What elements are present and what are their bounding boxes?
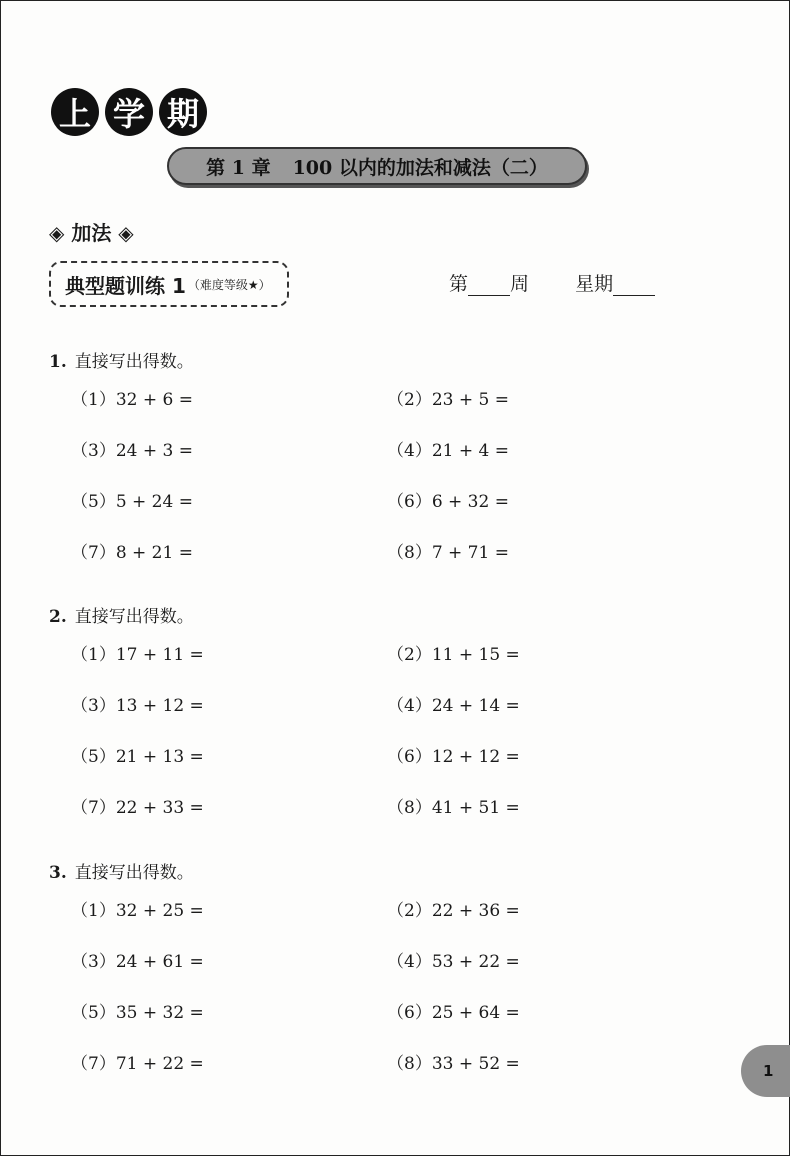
semester-title bbox=[51, 88, 207, 136]
question-number: 1. bbox=[49, 352, 67, 372]
problem-item: （6）12 + 12 = bbox=[387, 747, 520, 767]
problem-item: （5）35 + 32 = bbox=[71, 1003, 204, 1023]
question-text: 直接写出得数。 bbox=[74, 863, 194, 883]
chapter-title: 100 以内的加法和减法（二） bbox=[292, 156, 548, 179]
problem-item: （8）41 + 51 = bbox=[387, 798, 520, 818]
problem-item: （6）6 + 32 = bbox=[387, 492, 509, 512]
week-prefix: 第 bbox=[449, 273, 469, 295]
problem-item: （4）24 + 14 = bbox=[387, 696, 520, 716]
problem-item: （1）32 + 25 = bbox=[71, 901, 204, 921]
weekday-blank[interactable] bbox=[613, 273, 655, 296]
week-blank[interactable] bbox=[468, 273, 510, 296]
problem-item: （7）71 + 22 = bbox=[71, 1054, 204, 1074]
problem-item: （2）23 + 5 = bbox=[387, 390, 509, 410]
semester-char-1: 上 bbox=[51, 88, 99, 136]
chapter-banner bbox=[167, 147, 587, 185]
problem-item: （7）22 + 33 = bbox=[71, 798, 204, 818]
problem-item: （6）25 + 64 = bbox=[387, 1003, 520, 1023]
problem-item: （8）7 + 71 = bbox=[387, 543, 509, 563]
semester-char-2: 学 bbox=[105, 88, 153, 136]
question-2-title bbox=[49, 602, 194, 627]
problem-item: （4）53 + 22 = bbox=[387, 952, 520, 972]
problem-item: （3）13 + 12 = bbox=[71, 696, 204, 716]
page-number: 1 bbox=[763, 1062, 774, 1080]
problem-item: （3）24 + 3 = bbox=[71, 441, 193, 461]
question-1-title bbox=[49, 347, 194, 372]
problem-item: （3）24 + 61 = bbox=[71, 952, 204, 972]
semester-char-3: 期 bbox=[159, 88, 207, 136]
difficulty-label: （难度等级★） bbox=[187, 277, 271, 292]
question-text: 直接写出得数。 bbox=[74, 607, 194, 627]
question-3-title bbox=[49, 858, 194, 883]
problem-item: （7）8 + 21 = bbox=[71, 543, 193, 563]
week-line bbox=[449, 269, 655, 296]
question-number: 2. bbox=[49, 607, 67, 627]
page-number-tab bbox=[741, 1045, 790, 1097]
practice-title: 典型题训练 1 bbox=[65, 273, 186, 298]
week-suffix: 周 bbox=[510, 273, 530, 295]
problem-item: （8）33 + 52 = bbox=[387, 1054, 520, 1074]
weekday-label: 星期 bbox=[575, 273, 614, 295]
problem-item: （2）22 + 36 = bbox=[387, 901, 520, 921]
problem-item: （5）21 + 13 = bbox=[71, 747, 204, 767]
problem-item: （1）17 + 11 = bbox=[71, 645, 204, 665]
problem-item: （4）21 + 4 = bbox=[387, 441, 509, 461]
problem-item: （5）5 + 24 = bbox=[71, 492, 193, 512]
practice-box bbox=[49, 261, 289, 307]
chapter-label: 第 1 章 bbox=[206, 156, 271, 179]
question-text: 直接写出得数。 bbox=[74, 352, 194, 372]
problem-item: （1）32 + 6 = bbox=[71, 390, 193, 410]
problem-item: （2）11 + 15 = bbox=[387, 645, 520, 665]
question-number: 3. bbox=[49, 863, 67, 883]
section-heading: ◈ 加法 ◈ bbox=[49, 221, 134, 245]
